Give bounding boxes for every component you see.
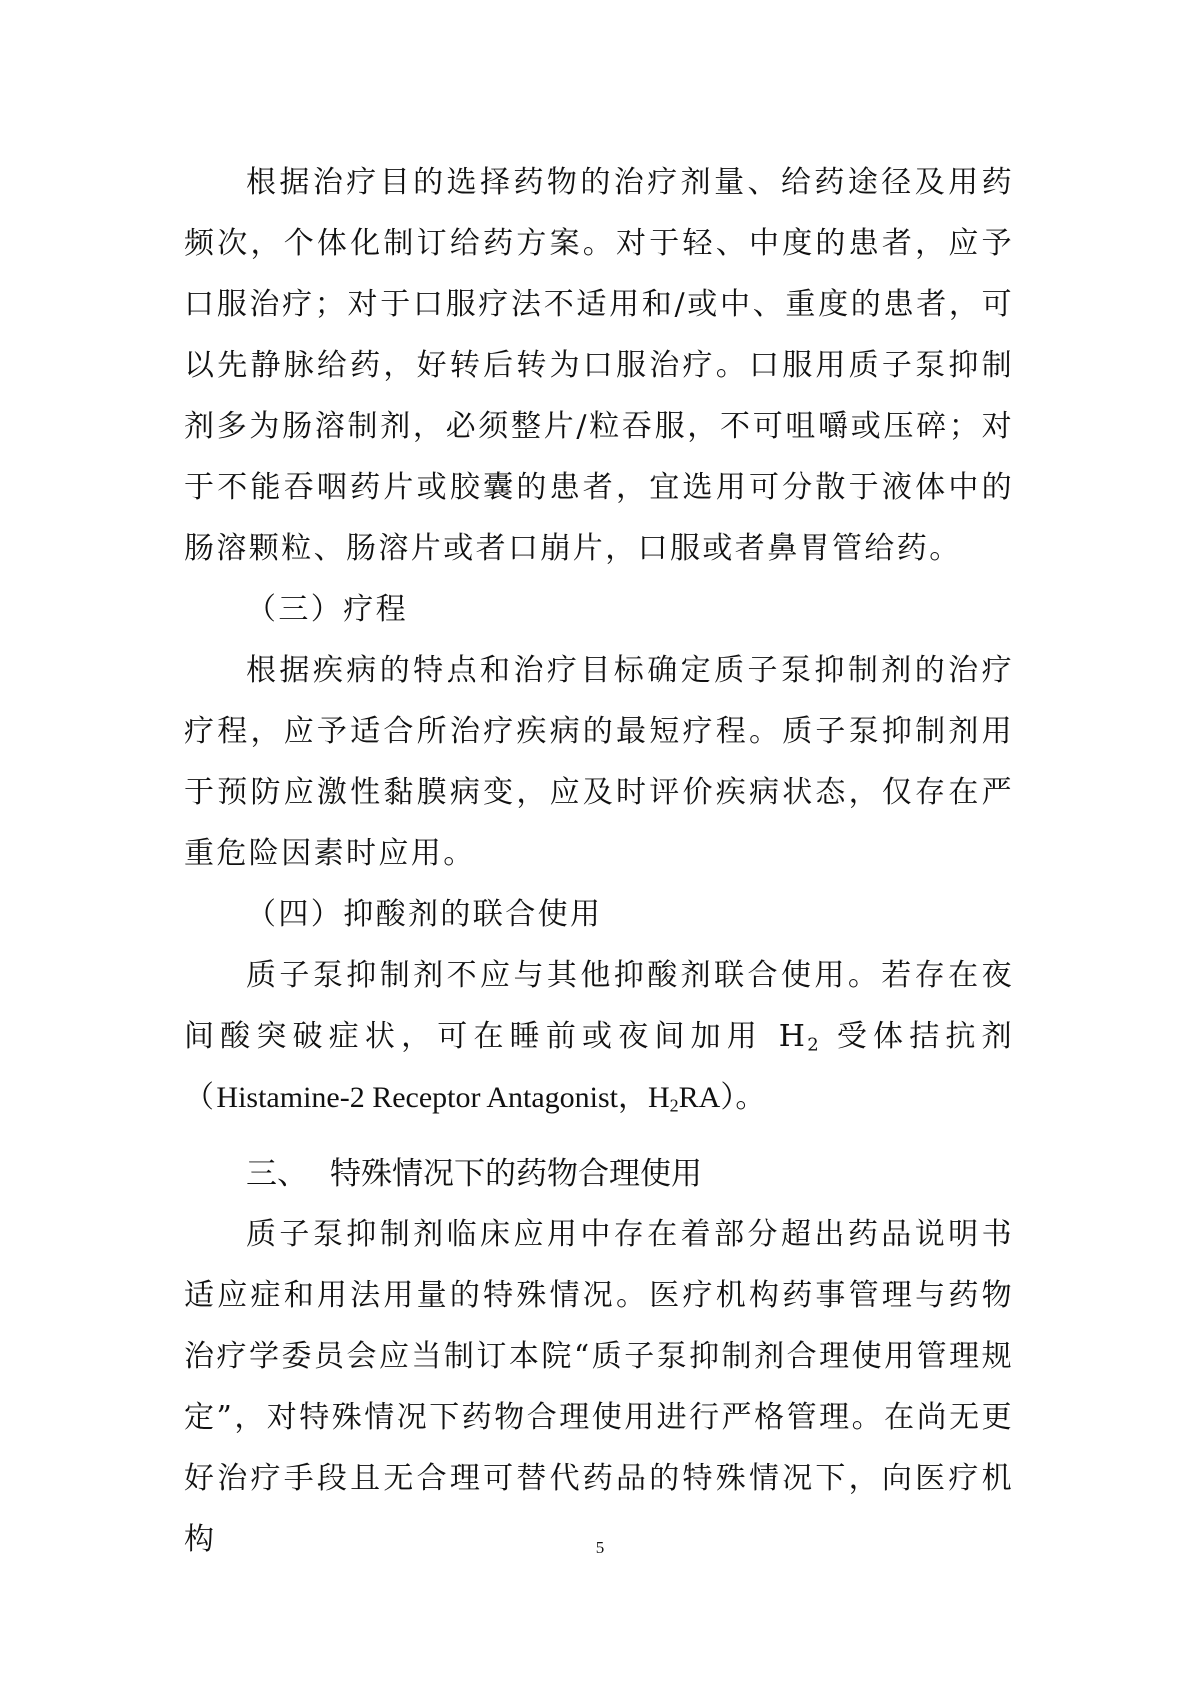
paragraph-text-part1: 质子泵抑制剂不应与其他抑酸剂联合使用。若存在夜间酸突破症状，可在睡前或夜间加用 H — [184, 958, 1014, 1054]
section-number: 三、 — [246, 1156, 308, 1192]
paragraph-special-cases: 质子泵抑制剂临床应用中存在着部分超出药品说明书适应症和用法用量的特殊情况。医疗机构药事管理与药物治疗学委员会应当制订本院“质子泵抑制剂合理使用管理规定”，对特殊情况下药物合理使用进行严格管理。在尚无更好治疗手段且无合理可替代药品的特殊情况下，向医疗机构 — [184, 1217, 1014, 1557]
paragraph-course-of-treatment: 根据疾病的特点和治疗目标确定质子泵抑制剂的治疗疗程，应予适合所治疗疾病的最短疗程。质子泵抑制剂用于预防应激性黏膜病变，应及时评价疾病状态，仅存在严重危险因素时应用。 — [184, 653, 1014, 871]
page-number: 5 — [595, 1538, 605, 1557]
paragraph-text-part2: 受体拮抗剂（ — [184, 1019, 1014, 1115]
paragraph-administration: 根据治疗目的选择药物的治疗剂量、给药途径及用药频次，个体化制订给药方案。对于轻、中度的患者，应予口服治疗；对于口服疗法不适用和/或中、重度的患者，可以先静脉给药，好转后转为口服治疗。口服用质子泵抑制剂多为肠溶制剂，必须整片/粒吞服，不可咀嚼或压碎；对于不能吞咽药片或胶囊的患者，宜选用可分散于液体中的肠溶颗粒、肠溶片或者口崩片，口服或者鼻胃管给药。 — [184, 165, 1014, 566]
paragraph-combined-acid-suppressants — [184, 945, 1014, 1128]
paragraph-text-part3: Histamine-2 Receptor Antagonist，H — [216, 1081, 670, 1114]
subheading-course-of-treatment: （三）疗程 — [246, 592, 408, 627]
subscript-2: 2 — [669, 1095, 679, 1116]
subscript-2: 2 — [807, 1034, 822, 1056]
paragraph-text-part4: RA）。 — [678, 1081, 766, 1114]
section-heading-special-cases — [184, 1144, 1014, 1204]
section-title: 特殊情况下的药物合理使用 — [330, 1156, 702, 1192]
body-text — [184, 152, 1014, 1570]
subheading-combined-acid-suppressants: （四）抑酸剂的联合使用 — [246, 897, 603, 932]
